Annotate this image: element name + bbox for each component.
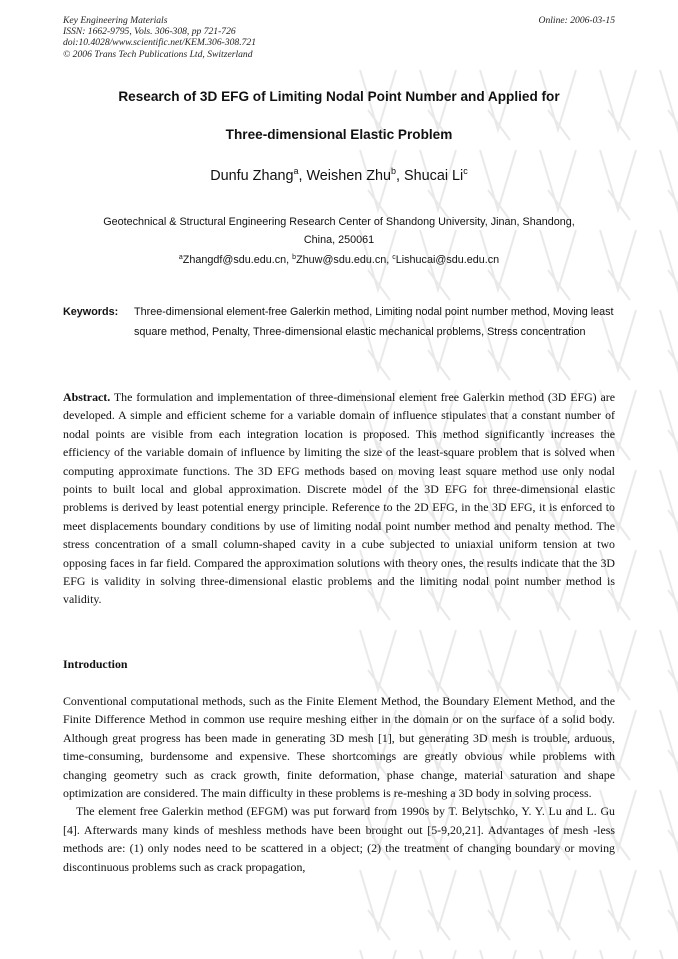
- author-name: Weishen Zhu: [306, 168, 392, 184]
- author-affil-sup: c: [463, 166, 468, 176]
- section-heading-introduction: Introduction: [63, 657, 128, 671]
- online-date: Online: 2006-03-15: [538, 15, 615, 26]
- email-separator: ,: [386, 254, 393, 266]
- email-sup: a: [178, 254, 183, 261]
- author-separator: ,: [298, 168, 307, 184]
- keywords-label: Keywords:: [63, 306, 119, 318]
- doi-line: doi:10.4028/www.scientific.net/KEM.306-308.721: [63, 37, 257, 49]
- author-affil-sup: b: [391, 166, 397, 176]
- email-sup: c: [392, 254, 396, 261]
- author-list: [40, 166, 638, 184]
- introduction-body: [63, 692, 615, 876]
- intro-paragraph-2: The element free Galerkin method (EFGM) was put forward from 1990s by T. Belytschko, Y. Y. Lu and L. Gu [4]. Afterwards many kinds of meshless methods have been brought out [5-9,20,21]. Advantages of mesh -less methods are: (1) only nodes need to be scattered in a object; (2) the treatment of changing boundary or moving discontinuous problems such as crack propagation,: [63, 804, 615, 874]
- author-separator: ,: [396, 168, 405, 184]
- keywords-block: [63, 302, 618, 342]
- author-email[interactable]: Zhangdf@sdu.edu.cn: [182, 254, 287, 266]
- title-line-2: Three-dimensional Elastic Problem: [225, 127, 453, 142]
- abstract-label: Abstract.: [63, 390, 111, 404]
- affiliation-block: [50, 213, 628, 269]
- affiliation-line-1: Geotechnical & Structural Engineering Research Center of Shandong University, Jinan, Shandong,: [103, 216, 575, 228]
- title-line-1: Research of 3D EFG of Limiting Nodal Point Number and Applied for: [118, 89, 560, 104]
- email-sup: b: [292, 254, 297, 261]
- author-name: Shucai Li: [404, 168, 464, 184]
- author-email[interactable]: Zhuw@sdu.edu.cn: [296, 254, 387, 266]
- email-separator: ,: [286, 254, 293, 266]
- abstract-block: [63, 388, 615, 609]
- abstract-text: The formulation and implementation of three-dimensional element free Galerkin method (3D EFG) are developed. A simple and efficient scheme for a variable domain of influence stipulates that a constant number of nodal points are visible from each integration location is proposed. This method significantly increases the efficiency of the variable domain of influence by limiting the size of the least-square problem that is solved when computing approximate functions. The 3D EFG methods based on moving least square method use only nodal points to built local and global approximation. Discrete model of the 3D EFG for three-dimensional elastic problems is derived by least potential energy principle. Reference to the 2D EFG, in the 3D EFG, it is enforced to meet displacements boundary conditions by use of limiting nodal point number method and penalty method. The stress concentration of a small column-shaped cavity in a cube subjected to uniaxial uniform tension at two opposing faces in far field. Compared the approximation solutions with theory ones, the results indicate that the 3D EFG is validity in solving three-dimensional elastic problems and the limiting nodal point number method is validity.: [63, 390, 615, 607]
- intro-paragraph-1: Conventional computational methods, such as the Finite Element Method, the Boundary Element Method, and the Finite Difference Method in common use require meshing either in the domain or on the surface of a solid body. Although great progress has been made in generating 3D mesh [1], but generating 3D mesh is trouble, arduous, time-consuming, burdensome and expensive. These shortcomings are greatly obvious while problems with changing geometry such as crack growth, finite deformation, phase change, material saturation and shape optimization are considered. The main difficulty in these problems is re-meshing a 3D body in solving process.: [63, 694, 615, 801]
- email-line: [50, 249, 628, 269]
- paper-title: [40, 78, 638, 154]
- affiliation-line-2: China, 250061: [303, 234, 375, 246]
- author-name: Dunfu Zhang: [210, 168, 294, 184]
- copyright-line: © 2006 Trans Tech Publications Ltd, Switzerland: [63, 48, 253, 60]
- author-affil-sup: a: [293, 166, 299, 176]
- keywords-text: Three-dimensional element-free Galerkin method, Limiting nodal point number method, Moving least square method, Penalty, Three-dimensional elastic mechanical problems, Stress concentration: [134, 306, 614, 338]
- author-email[interactable]: Lishucai@sdu.edu.cn: [395, 254, 500, 266]
- issn-line: ISSN: 1662-9795, Vols. 306-308, pp 721-726: [63, 26, 236, 38]
- journal-header: [63, 15, 615, 60]
- journal-name: Key Engineering Materials: [63, 15, 168, 26]
